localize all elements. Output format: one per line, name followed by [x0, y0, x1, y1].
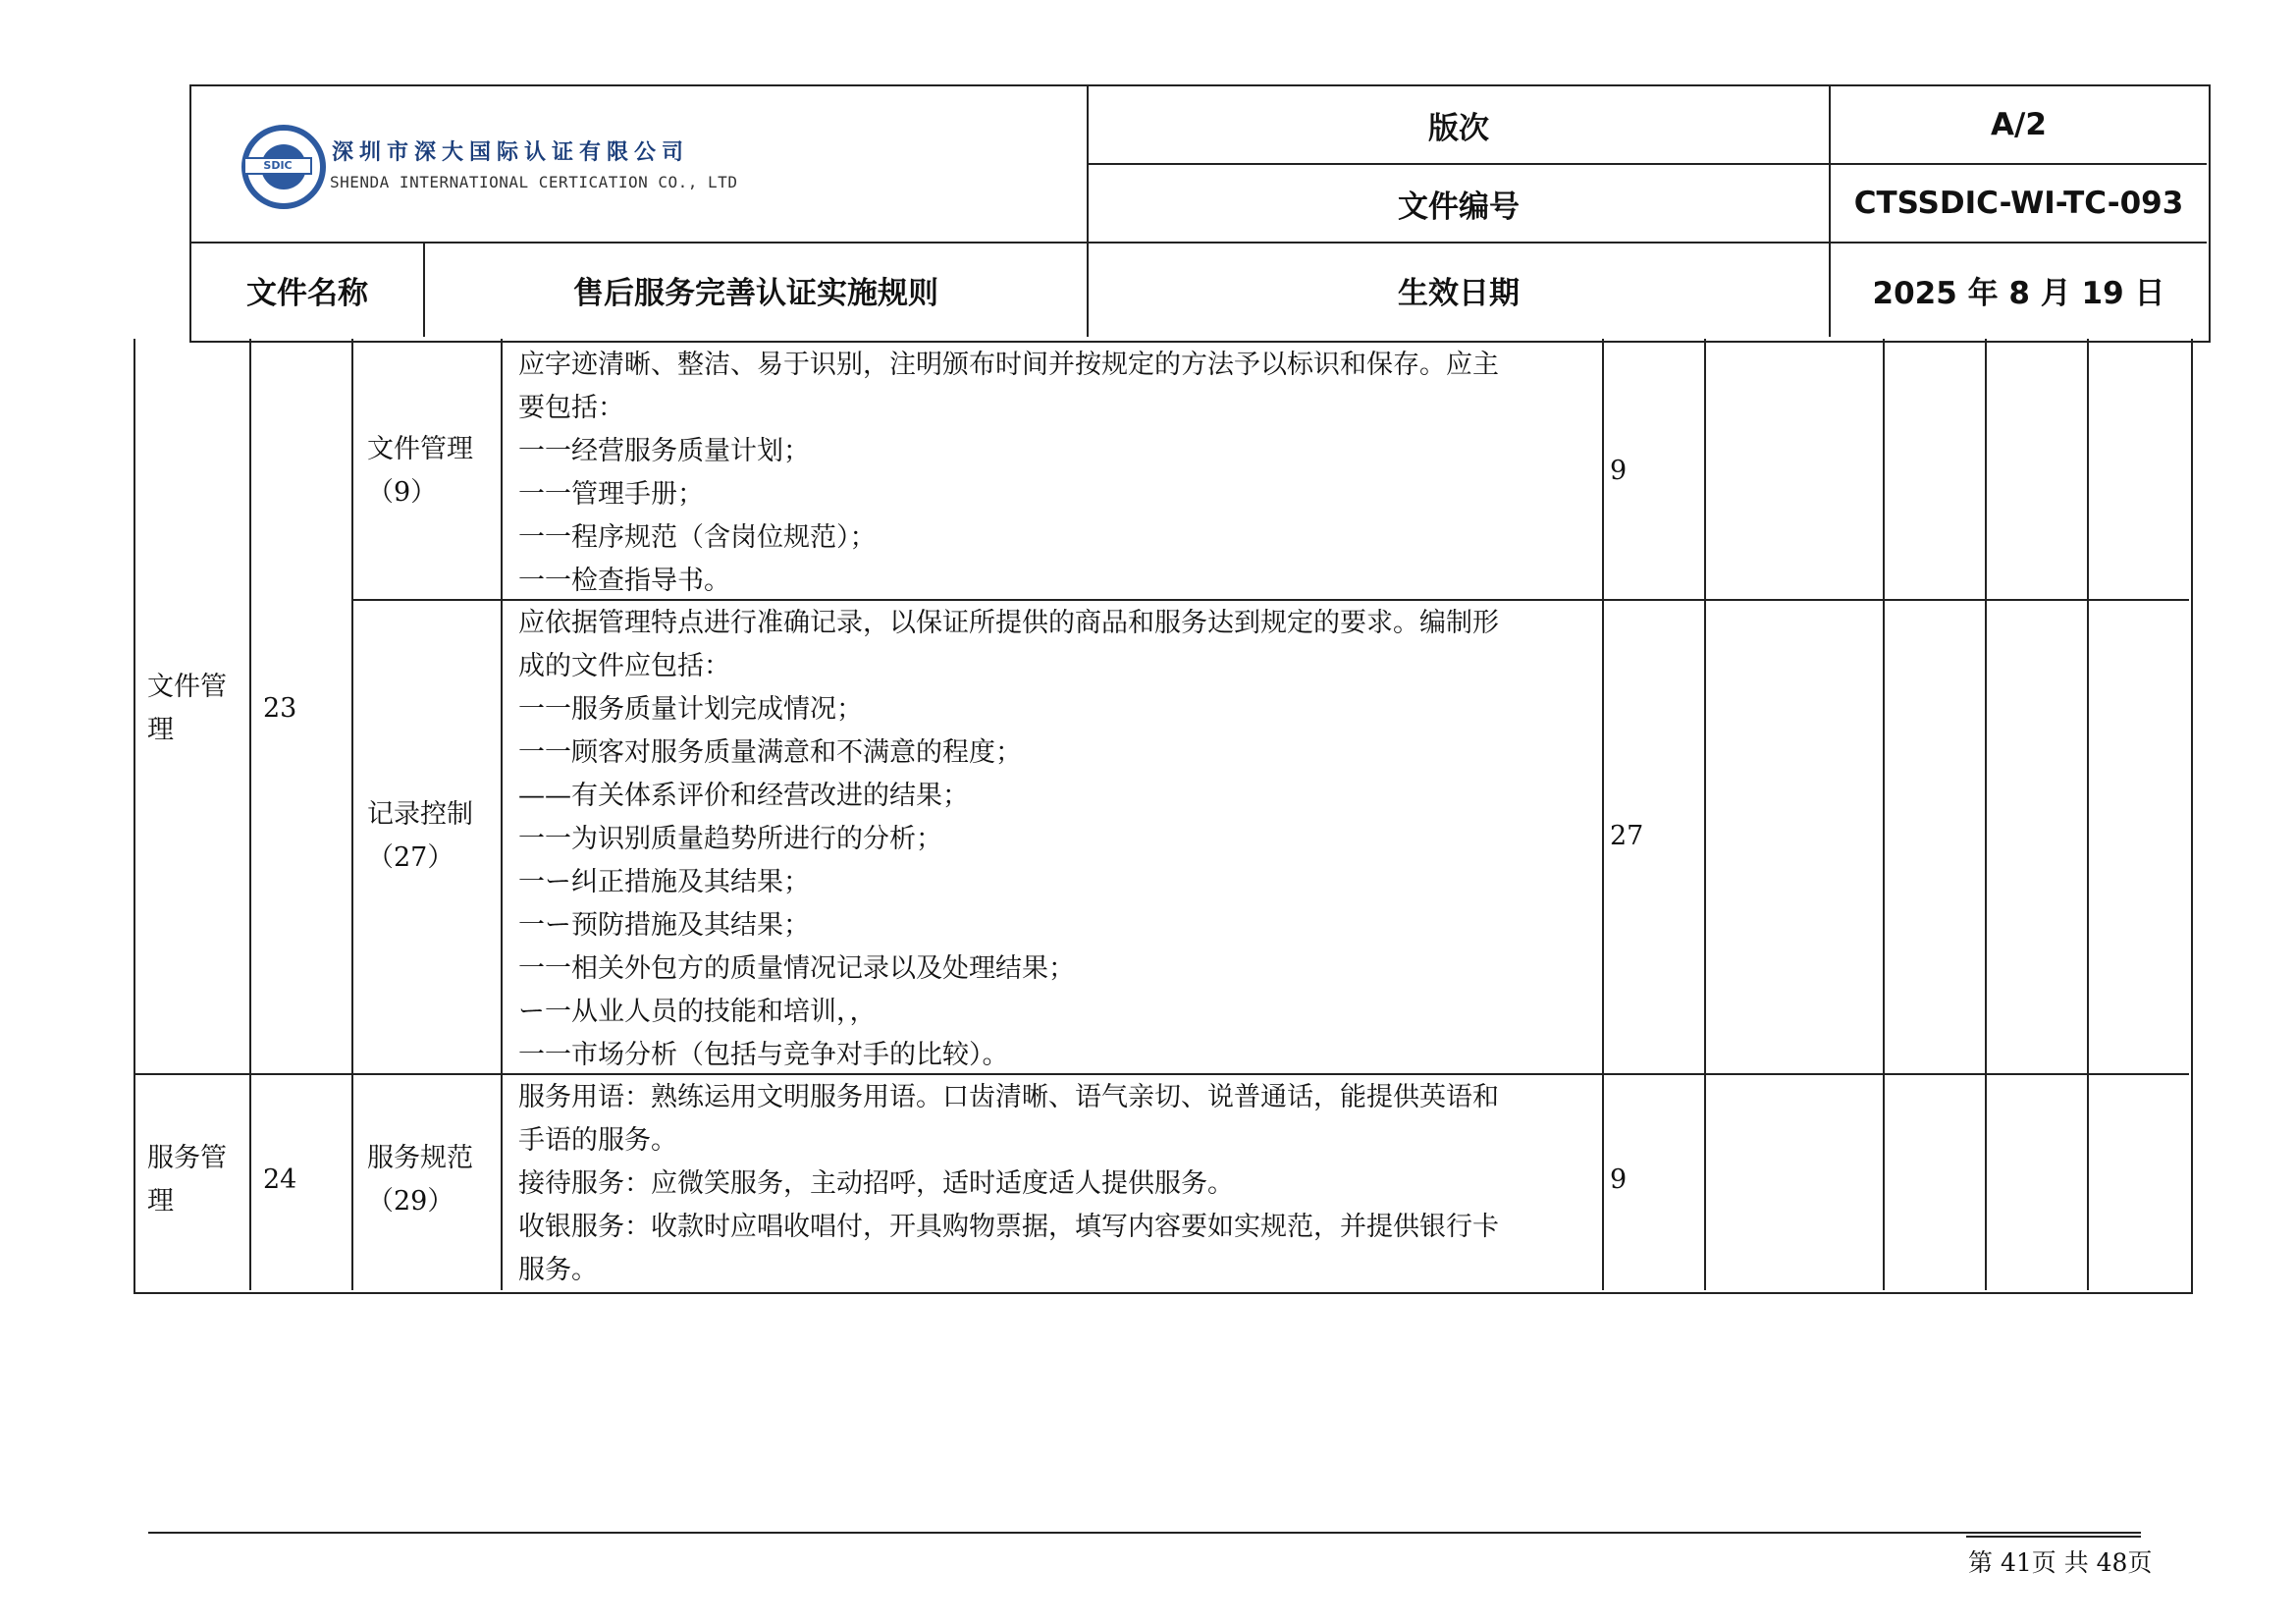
requirement-line: 手语的服务。 — [518, 1125, 677, 1156]
row-number: 24 — [263, 1164, 297, 1195]
effective-date-label: 生效日期 — [1398, 276, 1520, 311]
effective-date-value: 2025 年 8 月 19 日 — [1872, 276, 2165, 311]
row-number: 23 — [263, 693, 297, 724]
requirement-line: 一一市场分析（包括与竞争对手的比较）。 — [518, 1040, 1009, 1070]
category-label: 服务管理 — [147, 1143, 227, 1217]
page-number: 第 41页 共 48页 — [1968, 1548, 2153, 1577]
category-cell — [147, 1137, 241, 1223]
requirement-line: 一ー预防措施及其结果； — [518, 910, 810, 941]
item-score: 27 — [1610, 821, 1644, 851]
item-requirements — [518, 602, 1598, 1077]
requirement-line: 一一顾客对服务质量满意和不满意的程度； — [518, 737, 1022, 768]
item-requirements — [518, 344, 1598, 603]
requirement-line: 接待服务：应微笑服务，主动招呼，适时适度适人提供服务。 — [518, 1168, 1234, 1199]
requirement-line: 成的文件应包括： — [518, 651, 730, 681]
company-name-en: SHENDA INTERNATIONAL CERTICATION CO., LTD — [330, 173, 738, 191]
requirement-line: 应字迹清晰、整洁、易于识别，注明颁布时间并按规定的方法予以标识和保存。应主 — [518, 350, 1499, 380]
requirement-line: ー一从业人员的技能和培训，， — [518, 997, 877, 1027]
item-score: 9 — [1610, 1164, 1628, 1195]
footer-divider-short — [1966, 1536, 2141, 1538]
item-score: 9 — [1610, 456, 1628, 486]
category-cell — [147, 666, 241, 752]
footer-divider — [148, 1532, 2141, 1534]
requirement-line: 一一程序规范（含岗位规范）； — [518, 522, 877, 553]
requirement-line: 收银服务：收款时应唱收唱付，开具购物票据，填写内容要如实规范，并提供银行卡 — [518, 1212, 1499, 1242]
item-name: 记录控制（27） — [367, 799, 473, 873]
item-name: 文件管理（9） — [367, 434, 473, 508]
requirement-line: 服务用语：熟练运用文明服务用语。口齿清晰、语气亲切、说普通话，能提供英语和 — [518, 1082, 1499, 1112]
document-header — [189, 84, 2211, 343]
version-value: A/2 — [1991, 107, 2047, 142]
requirement-line: 一一相关外包方的质量情况记录以及处理结果； — [518, 953, 1075, 984]
company-logo — [241, 125, 326, 209]
item-name: 服务规范（29） — [367, 1143, 473, 1217]
requirement-line: 服务。 — [518, 1255, 598, 1285]
requirement-line: 一一管理手册； — [518, 479, 704, 510]
item-requirements — [518, 1076, 1598, 1292]
category-label: 文件管理 — [147, 672, 227, 745]
logo-text: SDIC — [243, 157, 312, 175]
version-label: 版次 — [1428, 110, 1489, 146]
requirement-line: 一ー纠正措施及其结果； — [518, 867, 810, 897]
requirement-line: 应依据管理特点进行准确记录，以保证所提供的商品和服务达到规定的要求。编制形 — [518, 608, 1499, 638]
doc-name-value: 售后服务完善认证实施规则 — [573, 276, 938, 311]
requirement-line: 一一为识别质量趋势所进行的分析； — [518, 824, 942, 854]
requirement-line: 一一服务质量计划完成情况； — [518, 694, 863, 725]
doc-number-label: 文件编号 — [1398, 189, 1520, 225]
doc-name-label: 文件名称 — [246, 276, 368, 311]
requirement-line: 一一经营服务质量计划； — [518, 436, 810, 466]
requirement-line: ——有关体系评价和经营改进的结果； — [518, 781, 969, 811]
requirement-line: 一一检查指导书。 — [518, 566, 730, 596]
doc-number-value: CTSSDIC-WI-TC-093 — [1853, 186, 2184, 221]
company-name-cn: 深圳市深大国际认证有限公司 — [332, 140, 690, 165]
requirement-line: 要包括： — [518, 393, 624, 423]
